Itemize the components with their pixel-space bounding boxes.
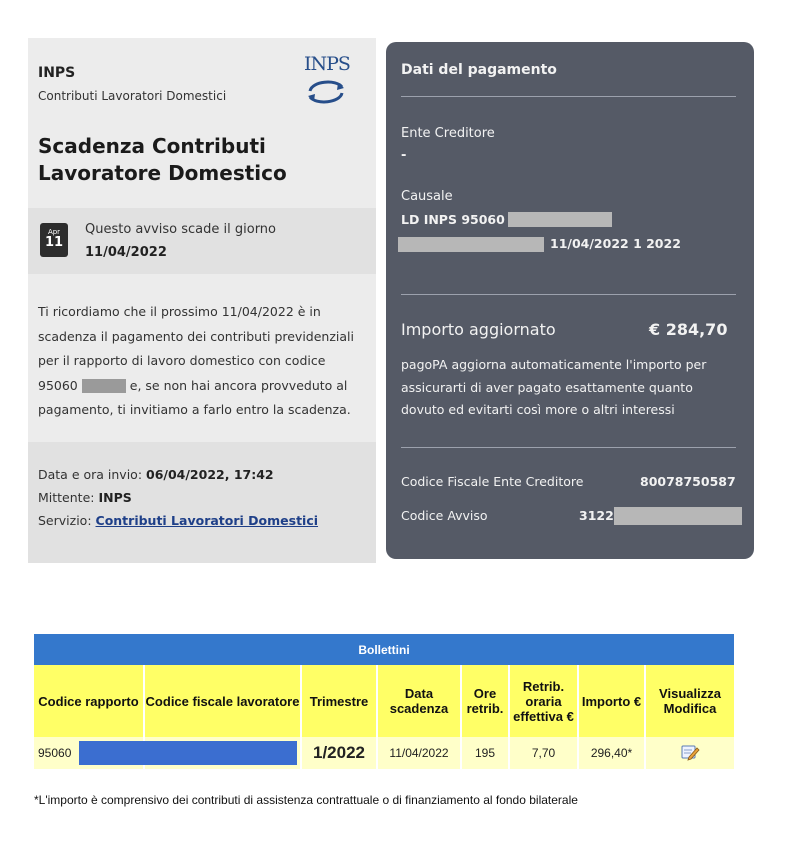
row-codice: 95060 (38, 746, 72, 760)
col-visualizza-modifica: Visualizza Modifica (645, 665, 734, 737)
body-line-2: scadenza il pagamento dei contributi previdenziali (38, 328, 354, 344)
sender-row (38, 490, 132, 505)
redacted-block (508, 212, 612, 227)
sent-label: Data e ora invio: (38, 467, 143, 482)
redacted-block (398, 237, 544, 252)
info-line-2: assicurarti di aver pagato esattamente quanto (401, 379, 693, 395)
footnote: *L'importo è comprensivo dei contributi di assistenza contrattuale o di finanziamento al fondo bilaterale (34, 793, 578, 807)
sent-datetime (38, 467, 274, 482)
body-line-3: per il rapporto di lavoro domestico con codice (38, 353, 326, 368)
divider (401, 96, 736, 97)
body-line-4-suffix: e, se non hai ancora provveduto al (129, 377, 348, 393)
redacted-block (79, 741, 297, 765)
sender-value: INPS (98, 490, 132, 505)
body-line-1: Ti ricordiamo che il prossimo 11/04/2022 è in (38, 304, 321, 319)
payment-panel (382, 38, 757, 563)
cell-importo: 296,40* (578, 737, 645, 769)
notice-title-line1: Scadenza Contributi (38, 134, 266, 158)
redacted-block (614, 507, 742, 525)
service-row (38, 513, 318, 528)
table-row (34, 737, 734, 769)
causale-label: Causale (401, 189, 453, 204)
cell-ore: 195 (461, 737, 509, 769)
table-title: Bollettini (34, 634, 734, 665)
cell-codice-rapporto (34, 737, 144, 769)
payment-header: Dati del pagamento (401, 62, 557, 78)
calendar-icon (40, 223, 68, 257)
cf-value: 80078750587 (640, 474, 736, 489)
inps-logo-arrows-icon (304, 77, 348, 107)
expiry-band (28, 208, 376, 274)
notice-body (38, 300, 368, 423)
service-label: Servizio: (38, 513, 92, 528)
redacted-block (82, 379, 126, 393)
divider (401, 294, 736, 295)
creditor-value: - (401, 148, 407, 163)
cell-visualizza (645, 737, 734, 769)
body-code-prefix: 95060 (38, 377, 78, 393)
expiry-label: Questo avviso scade il giorno (85, 222, 277, 237)
col-codice-fiscale: Codice fiscale lavoratore (144, 665, 301, 737)
avviso-label: Codice Avviso (401, 508, 488, 523)
col-ore-retrib: Ore retrib. (461, 665, 509, 737)
sent-value: 06/04/2022, 17:42 (146, 467, 274, 482)
creditor-label: Ente Creditore (401, 126, 495, 141)
cell-trimestre: 1/2022 (301, 737, 377, 769)
expiry-date: 11/04/2022 (85, 245, 167, 260)
col-data-scadenza: Data scadenza (377, 665, 461, 737)
col-trimestre: Trimestre (301, 665, 377, 737)
info-line-3: dovuto ed evitarti così more o altri interessi (401, 402, 675, 417)
notice-title (38, 133, 358, 187)
edit-icon[interactable] (680, 743, 700, 761)
service-link[interactable]: Contributi Lavoratori Domestici (95, 513, 319, 528)
col-codice-rapporto: Codice rapporto (34, 665, 144, 737)
cell-data-scadenza: 11/04/2022 (377, 737, 461, 769)
pagopa-info (401, 354, 746, 422)
table-header-row (34, 665, 734, 737)
causale-value-prefix: LD INPS 95060 (401, 212, 505, 227)
amount-label: Importo aggiornato (401, 320, 556, 339)
body-line-5: pagamento, ti invitiamo a farlo entro la scadenza. (38, 402, 351, 417)
sender-subtitle: Contributi Lavoratori Domestici (38, 89, 227, 103)
amount-value: € 284,70 (649, 320, 728, 339)
calendar-month: Apr (47, 228, 61, 236)
cell-retrib: 7,70 (509, 737, 578, 769)
notice-title-line2: Lavoratore Domestico (38, 161, 287, 185)
cf-label: Codice Fiscale Ente Creditore (401, 474, 584, 489)
body-line-4 (38, 374, 368, 399)
inps-logo (304, 53, 348, 111)
inps-logo-text: INPS (304, 53, 350, 75)
divider (401, 447, 736, 448)
avviso-prefix: 3122 (579, 508, 614, 523)
sender-label: Mittente: (38, 490, 95, 505)
causale-value-suffix: 11/04/2022 1 2022 (550, 236, 681, 251)
bollettini-table (34, 634, 734, 769)
calendar-day: 11 (44, 235, 64, 250)
col-retrib-oraria: Retrib. oraria effettiva € (509, 665, 578, 737)
sender-name: INPS (38, 65, 76, 81)
info-line-1: pagoPA aggiorna automaticamente l'importo per (401, 357, 707, 372)
payment-card (386, 42, 754, 559)
notice-panel (28, 38, 376, 563)
col-importo: Importo € (578, 665, 645, 737)
